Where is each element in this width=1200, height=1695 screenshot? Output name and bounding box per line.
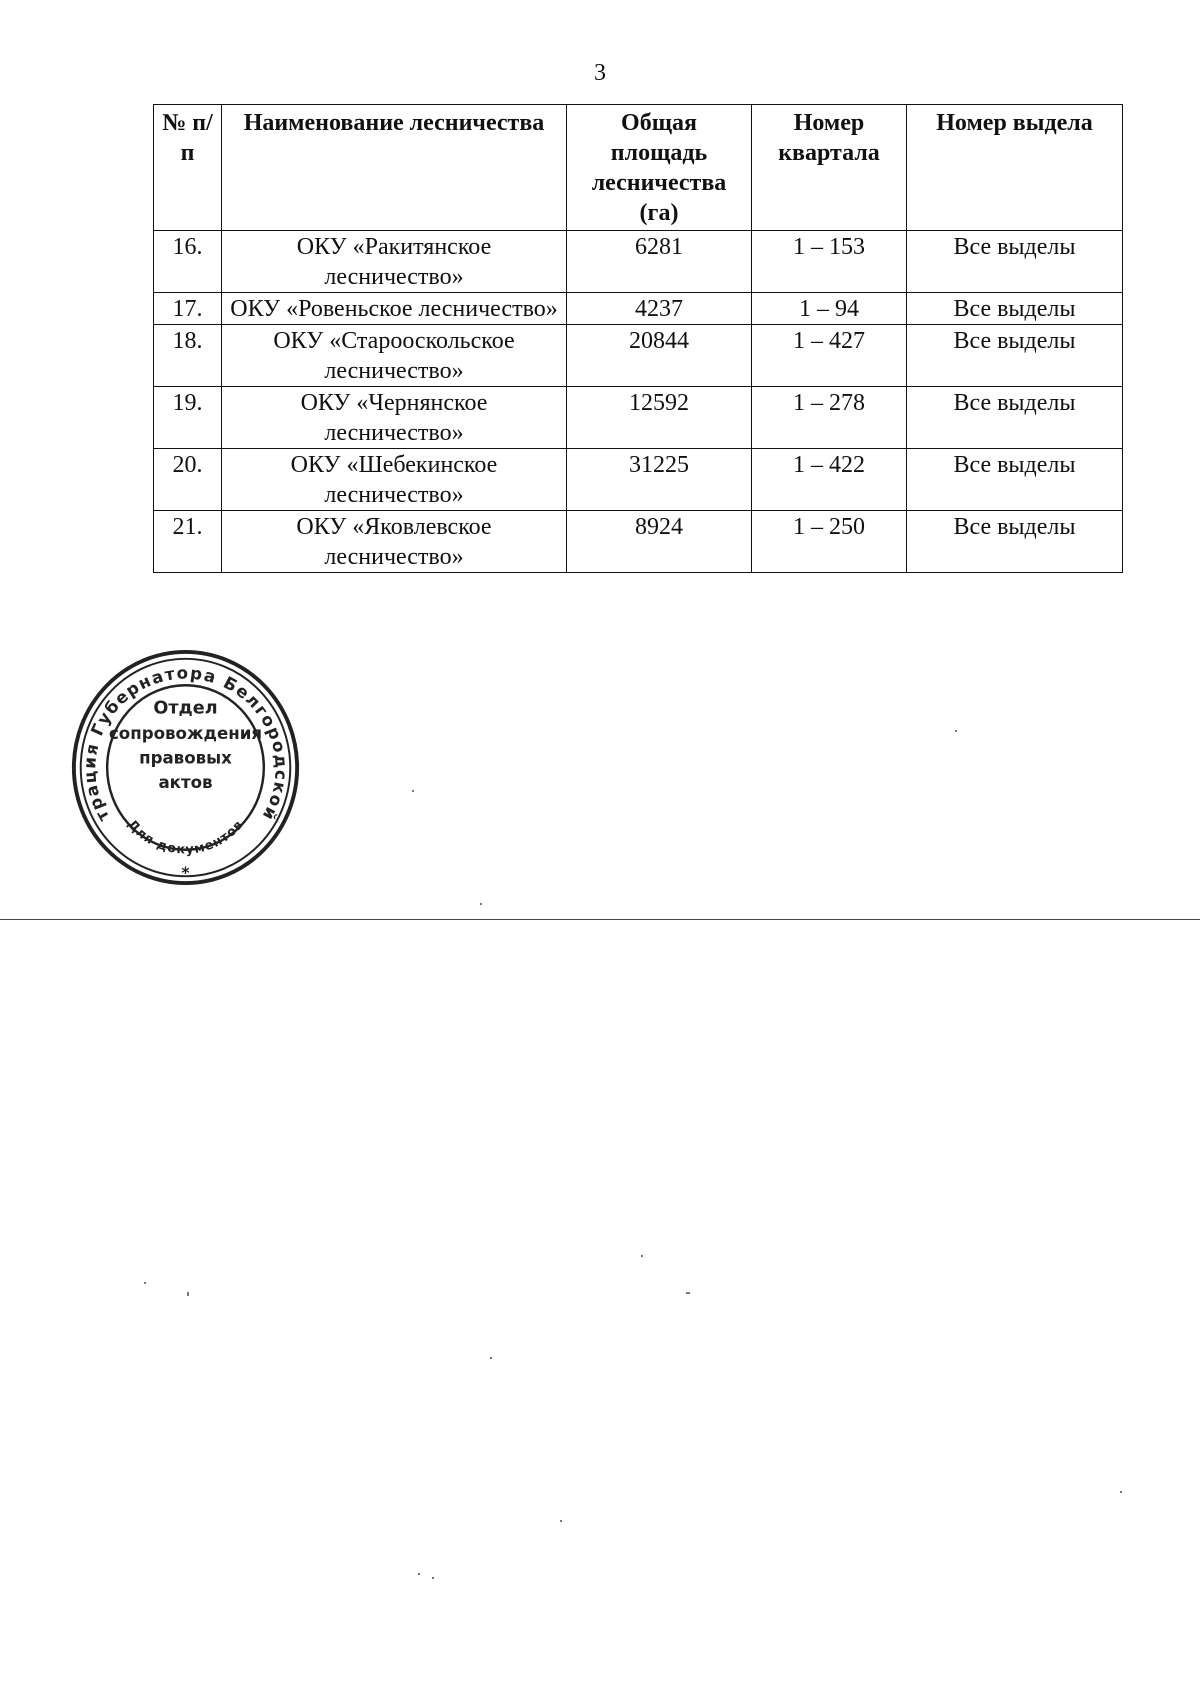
cell-total-area: 20844 bbox=[567, 325, 752, 387]
cell-number: 16. bbox=[154, 231, 222, 293]
table-row bbox=[154, 449, 1123, 511]
cell-total-area: 8924 bbox=[567, 511, 752, 573]
cell-total-area: 12592 bbox=[567, 387, 752, 449]
cell-forestry-name: ОКУ «Шебекинское лесничество» bbox=[222, 449, 567, 511]
scan-speck bbox=[144, 1282, 146, 1284]
cell-number: 18. bbox=[154, 325, 222, 387]
forestry-table bbox=[153, 104, 1123, 573]
scan-speck bbox=[412, 790, 414, 792]
scan-speck bbox=[480, 903, 482, 905]
cell-total-area: 6281 bbox=[567, 231, 752, 293]
scan-speck bbox=[432, 1577, 434, 1579]
scan-speck bbox=[490, 1357, 492, 1359]
cell-forestry-name: ОКУ «Чернянское лесничество» bbox=[222, 387, 567, 449]
svg-text:Для документов bbox=[125, 816, 246, 856]
stamp-center-line: сопровождения bbox=[108, 724, 263, 744]
table-row bbox=[154, 325, 1123, 387]
cell-quarter-number: 1 – 278 bbox=[752, 387, 907, 449]
cell-plot-number: Все выделы bbox=[907, 325, 1123, 387]
scan-speck bbox=[418, 1573, 420, 1575]
header-total-area: Общая площадь лесничества (га) bbox=[567, 105, 752, 231]
scan-speck bbox=[1120, 1491, 1122, 1493]
scan-speck bbox=[641, 1255, 643, 1257]
cell-forestry-name: ОКУ «Яковлевское лесничество» bbox=[222, 511, 567, 573]
cell-number: 20. bbox=[154, 449, 222, 511]
cell-total-area: 4237 bbox=[567, 293, 752, 325]
page-divider bbox=[0, 919, 1200, 920]
cell-forestry-name: ОКУ «Старооскольское лесничество» bbox=[222, 325, 567, 387]
cell-plot-number: Все выделы bbox=[907, 511, 1123, 573]
stamp-inner-text: Для документов bbox=[124, 816, 247, 857]
scan-speck bbox=[560, 1520, 562, 1522]
cell-number: 19. bbox=[154, 387, 222, 449]
cell-plot-number: Все выделы bbox=[907, 293, 1123, 325]
cell-quarter-number: 1 – 422 bbox=[752, 449, 907, 511]
table-row bbox=[154, 231, 1123, 293]
cell-quarter-number: 1 – 427 bbox=[752, 325, 907, 387]
stamp-center-line: Отдел bbox=[153, 698, 218, 719]
table-row bbox=[154, 511, 1123, 573]
cell-plot-number: Все выделы bbox=[907, 449, 1123, 511]
cell-plot-number: Все выделы bbox=[907, 231, 1123, 293]
stamp-center-line: актов bbox=[158, 773, 213, 793]
table-row bbox=[154, 293, 1123, 325]
stamp-center-line: правовых bbox=[139, 748, 232, 768]
stamp-outer-text: трация Губернатора Белгородской bbox=[80, 663, 291, 825]
cell-number: 21. bbox=[154, 511, 222, 573]
header-forestry-name: Наименование лесничества bbox=[222, 105, 567, 231]
table-header-row bbox=[154, 105, 1123, 231]
header-number: № п/п bbox=[154, 105, 222, 231]
cell-number: 17. bbox=[154, 293, 222, 325]
table-row bbox=[154, 387, 1123, 449]
header-quarter-number: Номер квартала bbox=[752, 105, 907, 231]
cell-quarter-number: 1 – 250 bbox=[752, 511, 907, 573]
stamp-icon bbox=[68, 645, 303, 890]
cell-quarter-number: 1 – 153 bbox=[752, 231, 907, 293]
scan-speck bbox=[686, 1292, 690, 1294]
stamp-star-icon: * bbox=[181, 863, 190, 883]
cell-forestry-name: ОКУ «Ракитянское лесничество» bbox=[222, 231, 567, 293]
cell-total-area: 31225 bbox=[567, 449, 752, 511]
page-number: 3 bbox=[594, 60, 606, 86]
cell-plot-number: Все выделы bbox=[907, 387, 1123, 449]
official-stamp bbox=[68, 645, 303, 890]
cell-forestry-name: ОКУ «Ровеньское лесничество» bbox=[222, 293, 567, 325]
scan-speck bbox=[955, 730, 957, 732]
header-plot-number: Номер выдела bbox=[907, 105, 1123, 231]
scan-speck bbox=[187, 1292, 189, 1296]
cell-quarter-number: 1 – 94 bbox=[752, 293, 907, 325]
